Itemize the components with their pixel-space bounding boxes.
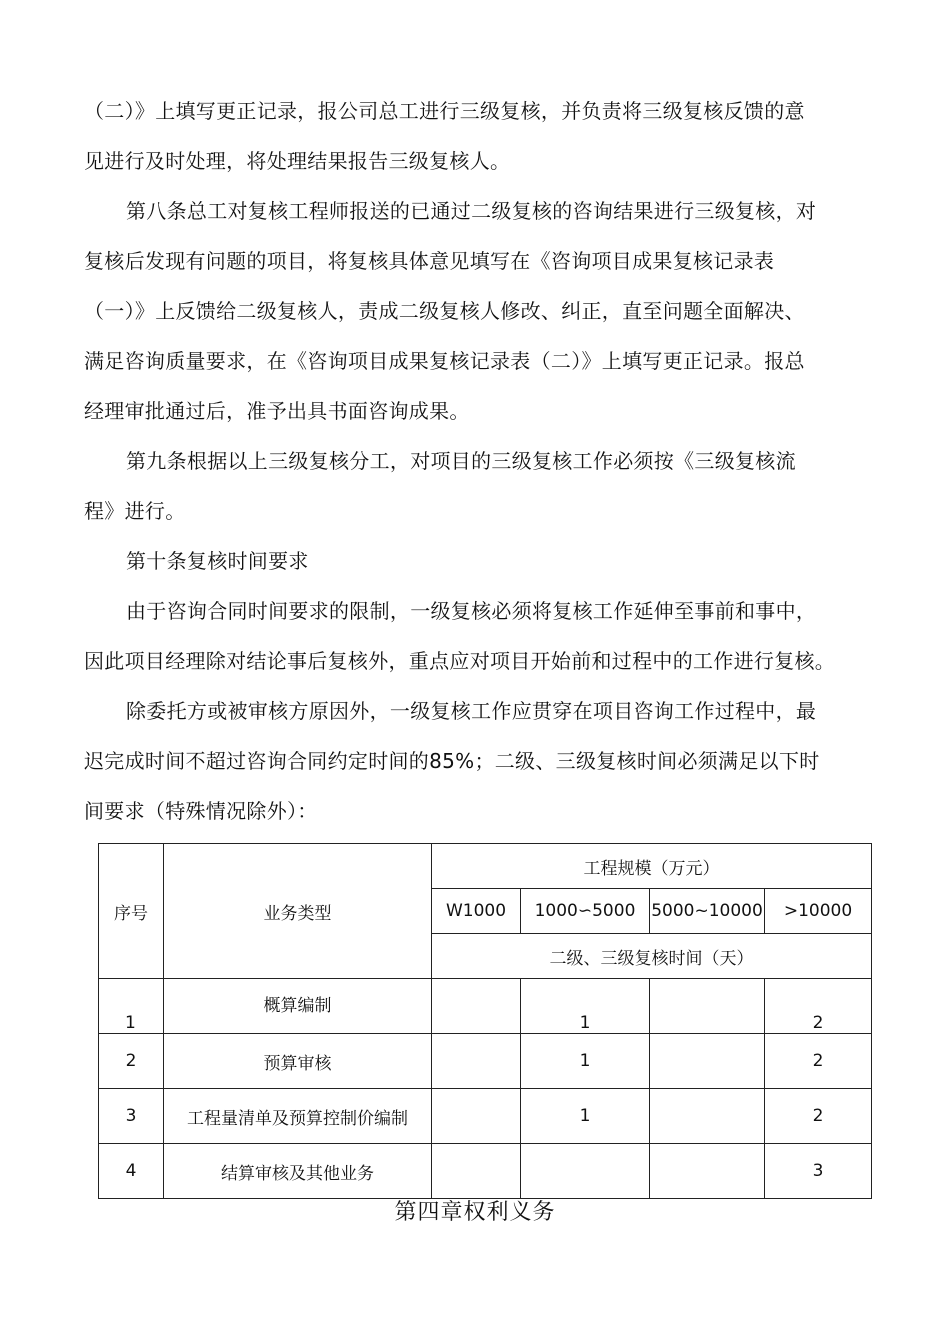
paragraph-line: 满足咨询质量要求，在《咨询项目成果复核记录表（二）》上填写更正记录。报总 bbox=[84, 349, 805, 373]
row-seq: 2 bbox=[99, 1034, 164, 1089]
row-business-type: 概算编制 bbox=[164, 979, 432, 1034]
paragraph-line: 间要求（特殊情况除外）： bbox=[84, 799, 318, 823]
row-value bbox=[432, 979, 521, 1034]
paragraph-line: （一）》上反馈给二级复核人，责成二级复核人修改、纠正，直至问题全面解决、 bbox=[84, 299, 805, 323]
row-value bbox=[432, 1089, 521, 1144]
row-value bbox=[650, 1144, 765, 1199]
row-value: 3 bbox=[765, 1144, 872, 1199]
row-value: 1 bbox=[521, 1034, 650, 1089]
table-row bbox=[99, 1089, 872, 1144]
header-seq: 序号 bbox=[99, 844, 164, 979]
header-scale-col: W1000 bbox=[432, 889, 521, 934]
review-time-table bbox=[98, 843, 872, 1199]
row-value: 1 bbox=[521, 979, 650, 1034]
row-value: 1 bbox=[521, 1089, 650, 1144]
row-business-type: 结算审核及其他业务 bbox=[164, 1144, 432, 1199]
row-seq: 4 bbox=[99, 1144, 164, 1199]
row-seq: 1 bbox=[99, 979, 164, 1034]
row-value bbox=[650, 1089, 765, 1144]
row-value: 2 bbox=[765, 1089, 872, 1144]
header-review-time: 二级、三级复核时间（天） bbox=[432, 934, 872, 979]
paragraph-line: 复核后发现有问题的项目，将复核具体意见填写在《咨询项目成果复核记录表 bbox=[84, 249, 775, 273]
row-seq: 3 bbox=[99, 1089, 164, 1144]
paragraph-line: 迟完成时间不超过咨询合同约定时间的85%；二级、三级复核时间必须满足以下时 bbox=[84, 749, 820, 773]
paragraph-line: 第八条总工对复核工程师报送的已通过二级复核的咨询结果进行三级复核，对 bbox=[126, 199, 817, 223]
row-value: 2 bbox=[765, 979, 872, 1034]
paragraph-line: 由于咨询合同时间要求的限制，一级复核必须将复核工作延伸至事前和事中， bbox=[126, 599, 817, 623]
header-scale-col: 5000~10000 bbox=[650, 889, 765, 934]
paragraph-line: 程》进行。 bbox=[84, 499, 186, 523]
row-value bbox=[521, 1144, 650, 1199]
row-value bbox=[650, 979, 765, 1034]
header-project-scale: 工程规模（万元） bbox=[432, 844, 872, 889]
paragraph-line: 经理审批通过后，准予出具书面咨询成果。 bbox=[84, 399, 470, 423]
paragraph-line: （二）》上填写更正记录，报公司总工进行三级复核，并负责将三级复核反馈的意 bbox=[84, 99, 805, 123]
section-title: 第十条复核时间要求 bbox=[126, 549, 309, 573]
paragraph-line: 第九条根据以上三级复核分工，对项目的三级复核工作必须按《三级复核流 bbox=[126, 449, 796, 473]
row-business-type: 预算审核 bbox=[164, 1034, 432, 1089]
paragraph-line: 见进行及时处理，将处理结果报告三级复核人。 bbox=[84, 149, 511, 173]
table-row bbox=[99, 1034, 872, 1089]
header-scale-col: >10000 bbox=[765, 889, 872, 934]
chapter-heading: 第四章权利义务 bbox=[394, 1200, 556, 1225]
header-scale-col: 1000∽5000 bbox=[521, 889, 650, 934]
row-value bbox=[432, 1144, 521, 1199]
row-value: 2 bbox=[765, 1034, 872, 1089]
header-business-type: 业务类型 bbox=[164, 844, 432, 979]
row-value bbox=[650, 1034, 765, 1089]
row-value bbox=[432, 1034, 521, 1089]
row-business-type: 工程量清单及预算控制价编制 bbox=[164, 1089, 432, 1144]
table-row bbox=[99, 979, 872, 1034]
table-row bbox=[99, 1144, 872, 1199]
paragraph-line: 因此项目经理除对结论事后复核外，重点应对项目开始前和过程中的工作进行复核。 bbox=[84, 649, 836, 673]
paragraph-line: 除委托方或被审核方原因外，一级复核工作应贯穿在项目咨询工作过程中，最 bbox=[126, 699, 817, 723]
